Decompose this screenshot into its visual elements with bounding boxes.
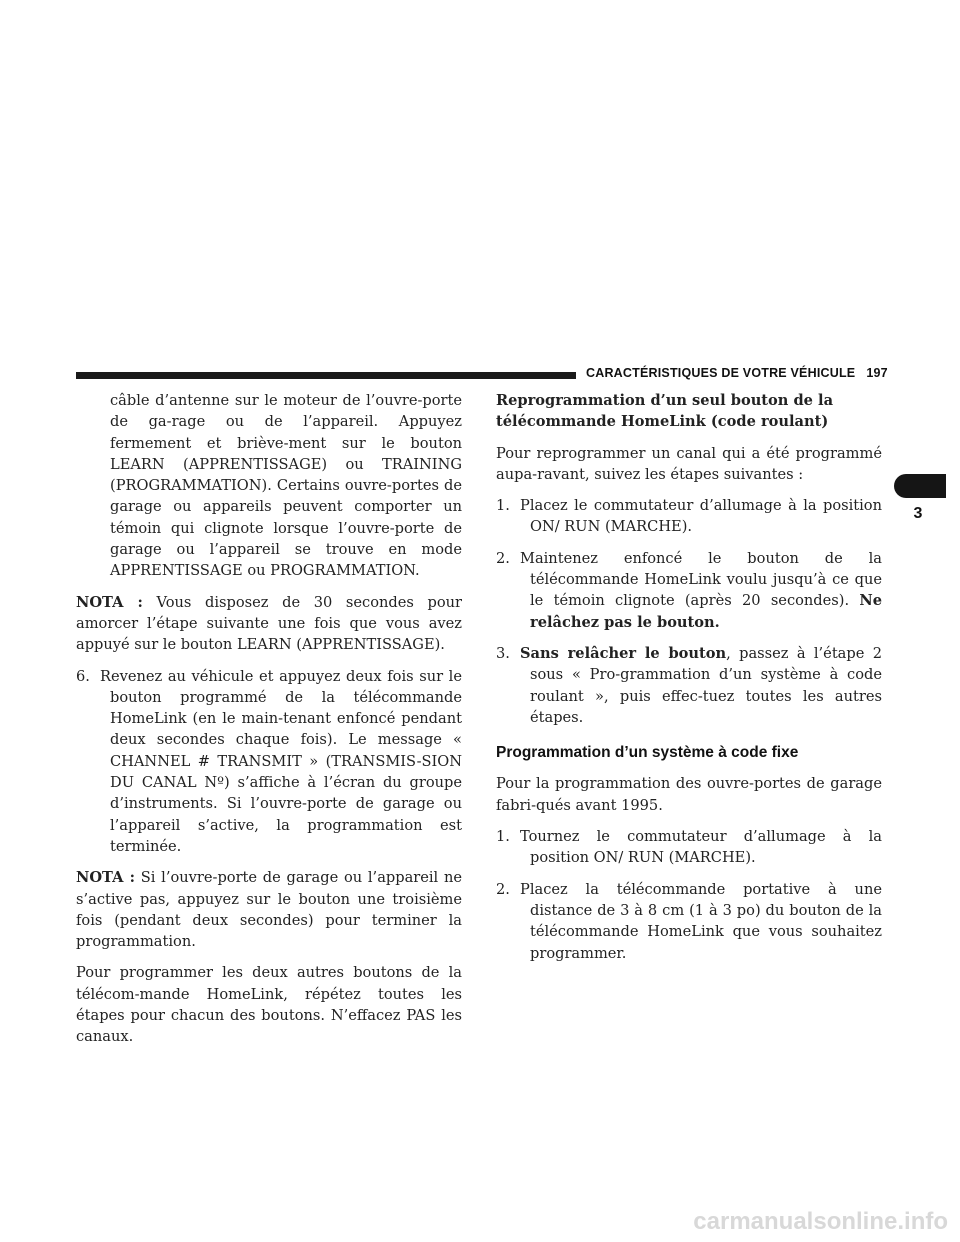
- step-text: Maintenez enfoncé le bouton de la télécommande HomeLink voulu jusqu’à ce que le témoin clignote (après 20 secondes).: [520, 549, 882, 610]
- step-text: , passez à l’étape 2 sous « Pro-grammation d’un système à code roulant », puis effec-tuez toutes les autres étapes.: [530, 644, 882, 726]
- step-2: [496, 548, 882, 633]
- step-warning: Ne relâchez pas le bouton.: [530, 592, 882, 631]
- header-title: CARACTÉRISTIQUES DE VOTRE VÉHICULE: [586, 366, 856, 380]
- section-heading: Programmation d’un système à code fixe: [496, 744, 799, 762]
- step-6: [76, 666, 462, 858]
- step-text: Placez la télécommande portative à une distance de 3 à 8 cm (1 à 3 po) du bouton de la télécommande HomeLink que vous souhaitez programmer.: [520, 880, 882, 962]
- step-number: 2.: [496, 549, 510, 567]
- note-label: NOTA :: [76, 593, 143, 611]
- step-3: [496, 643, 882, 728]
- intro-paragraph: Pour reprogrammer un canal qui a été programmé aupa-ravant, suivez les étapes suivantes :: [496, 444, 882, 483]
- note-label: NOTA :: [76, 869, 136, 887]
- step-text: Placez le commutateur d’allumage à la position ON/ RUN (MARCHE).: [520, 497, 882, 536]
- left-column: [76, 390, 462, 1058]
- step-number: 1.: [496, 828, 510, 846]
- running-header: [586, 366, 888, 380]
- continued-paragraph: câble d’antenne sur le moteur de l’ouvre-porte de ga-rage ou de l’appareil. Appuyez fermement et briève-ment sur le bouton LEARN (APPRENTISSAGE) ou TRAINING (PROGRAMMATION). Certains ouvre-portes de garage ou appareils peuvent comporter un témoin qui clignote lorsque l’ouvre-porte de garage ou l’appareil se trouve en mode APPRENTISSAGE ou PROGRAMMATION.: [110, 392, 462, 580]
- step-text: Tournez le commutateur d’allumage à la position ON/ RUN (MARCHE).: [520, 828, 882, 867]
- fixed-step-1: [496, 826, 882, 869]
- step-emphasis: Sans relâcher le bouton: [520, 644, 727, 662]
- closing-paragraph: Pour programmer les deux autres boutons de la télécom-mande HomeLink, répétez toutes les étapes pour chacun des boutons. N’effacez PAS les canaux.: [76, 964, 462, 1046]
- step-number: 6.: [76, 667, 90, 685]
- subheading: Reprogrammation d’un seul bouton de la télécommande HomeLink (code roulant): [496, 392, 834, 431]
- fixed-code-paragraph: Pour la programmation des ouvre-portes de garage fabri-qués avant 1995.: [496, 775, 882, 814]
- step-1: [496, 495, 882, 538]
- right-column: [496, 390, 882, 974]
- chapter-number: 3: [913, 505, 923, 522]
- watermark: carmanualsonline.info: [693, 1208, 948, 1235]
- note-1: [76, 592, 462, 656]
- note-2: [76, 867, 462, 952]
- chapter-tab: [894, 474, 946, 498]
- fixed-step-2: [496, 879, 882, 964]
- step-number: 2.: [496, 880, 510, 898]
- header-rule: [76, 372, 576, 379]
- page-number: 197: [866, 366, 888, 380]
- note-text: Vous disposez de 30 secondes pour amorcer l’étape suivante une fois que vous avez appuyé sur le bouton LEARN (APPRENTISSAGE).: [76, 593, 463, 654]
- step-number: 3.: [496, 644, 510, 662]
- step-number: 1.: [496, 497, 510, 515]
- step-text: Revenez au véhicule et appuyez deux fois sur le bouton programmé de la télécommande HomeLink (en le main-tenant enfoncé pendant deux secondes chaque fois). Le message « CHANNEL # TRANSMIT » (TRANSMIS-SION DU CANAL Nº) s’affiche à l’écran du groupe d’instruments. Si l’ouvre-porte de garage ou l’appareil s’active, la programmation est terminée.: [100, 667, 462, 855]
- note-text: Si l’ouvre-porte de garage ou l’appareil ne s’active pas, appuyez sur le bouton une troisième fois (pendant deux secondes) pour terminer la programmation.: [76, 869, 462, 951]
